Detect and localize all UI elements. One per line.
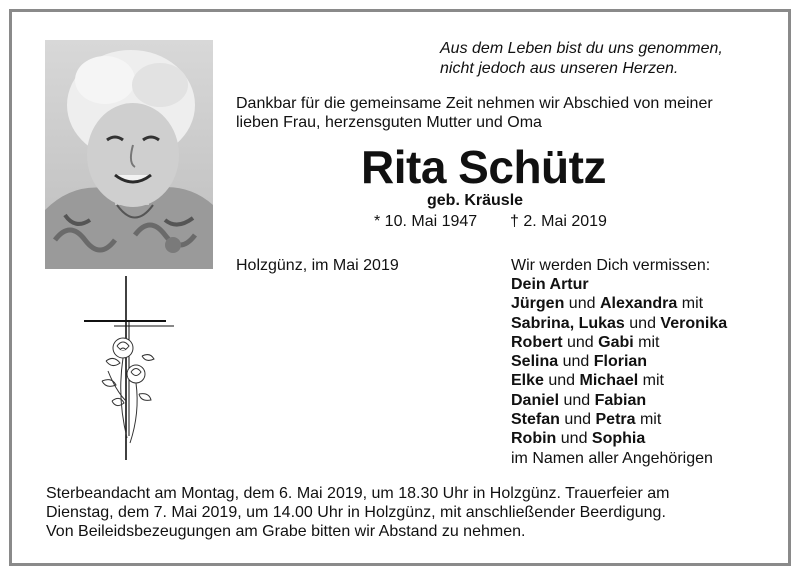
mourner-name: Elke xyxy=(511,372,544,390)
mourner-connector: und xyxy=(543,372,580,390)
mourners-intro: Wir werden Dich vermissen: xyxy=(511,257,711,274)
place-date: Holzgünz, im Mai 2019 xyxy=(236,257,399,274)
mourner-line xyxy=(511,371,727,390)
mourner-line xyxy=(511,333,727,352)
quote-line-2: nicht jedoch aus unseren Herzen. xyxy=(440,60,679,77)
service-line-1: Sterbeandacht am Montag, dem 6. Mai 2019, um 18.30 Uhr in Holzgünz. Trauerfeier am xyxy=(46,485,670,502)
mourner-connector: und xyxy=(559,391,595,409)
service-line-3: Von Beileidsbezeugungen am Grabe bitten wir Abstand zu nehmen. xyxy=(46,523,526,540)
mourner-line xyxy=(511,391,727,410)
mourner-line xyxy=(511,314,727,333)
service-line-2: Dienstag, dem 7. Mai 2019, um 14.00 Uhr in Holzgünz, mit anschließender Beerdigung. xyxy=(46,504,666,521)
mourner-name: Dein Artur xyxy=(511,276,589,293)
mourner-line xyxy=(511,352,727,371)
mourner-line xyxy=(511,429,727,448)
mourner-connector: und xyxy=(562,333,599,351)
mourner-name: Fabian xyxy=(594,391,647,409)
birth-date: * 10. Mai 1947 xyxy=(374,213,478,230)
mourner-name: Jürgen xyxy=(511,295,565,313)
mourner-line xyxy=(511,449,727,468)
mourner-line xyxy=(511,410,727,429)
mourner-name: Sophia xyxy=(591,430,646,448)
mourner-connector: mit xyxy=(677,295,704,313)
cross-with-roses-icon xyxy=(84,276,176,467)
mourner-name: Robert xyxy=(511,333,563,351)
intro-line-2: lieben Frau, herzensguten Mutter und Oma xyxy=(236,114,542,131)
mourners-list xyxy=(511,275,727,468)
mourner-name: Gabi xyxy=(598,333,634,351)
portrait-photo xyxy=(45,40,213,269)
mourner-name: Alexandra xyxy=(599,295,678,313)
mourner-line xyxy=(511,275,727,294)
mourner-name: Veronika xyxy=(660,314,728,332)
intro-line-1: Dankbar für die gemeinsame Zeit nehmen wir Abschied von meiner xyxy=(236,95,713,112)
mourner-connector: mit xyxy=(633,333,660,351)
mourner-name: Daniel xyxy=(511,391,560,409)
mourner-name: Selina xyxy=(511,353,559,371)
deceased-name: Rita Schütz xyxy=(361,141,606,193)
mourner-line xyxy=(511,294,727,313)
birth-name: geb. Kräusle xyxy=(427,192,524,209)
mourner-connector: und xyxy=(558,353,594,371)
quote-line-1: Aus dem Leben bist du uns genommen, xyxy=(440,40,723,57)
mourner-connector: und xyxy=(564,295,600,313)
mourner-name: Michael xyxy=(579,372,639,390)
mourner-name: Florian xyxy=(593,353,648,371)
mourner-connector: und xyxy=(556,430,592,448)
mourner-connector: und xyxy=(559,411,596,429)
mourner-connector: im Namen aller Angehörigen xyxy=(511,449,713,467)
mourner-name: Robin xyxy=(511,430,557,448)
mourner-connector: mit xyxy=(635,411,662,429)
death-date: † 2. Mai 2019 xyxy=(510,213,607,230)
mourner-name: Petra xyxy=(595,411,636,429)
mourner-connector: und xyxy=(624,314,661,332)
mourner-connector: mit xyxy=(638,372,664,390)
mourner-name: Stefan xyxy=(511,411,560,429)
mourner-name: Sabrina, Lukas xyxy=(511,314,625,332)
